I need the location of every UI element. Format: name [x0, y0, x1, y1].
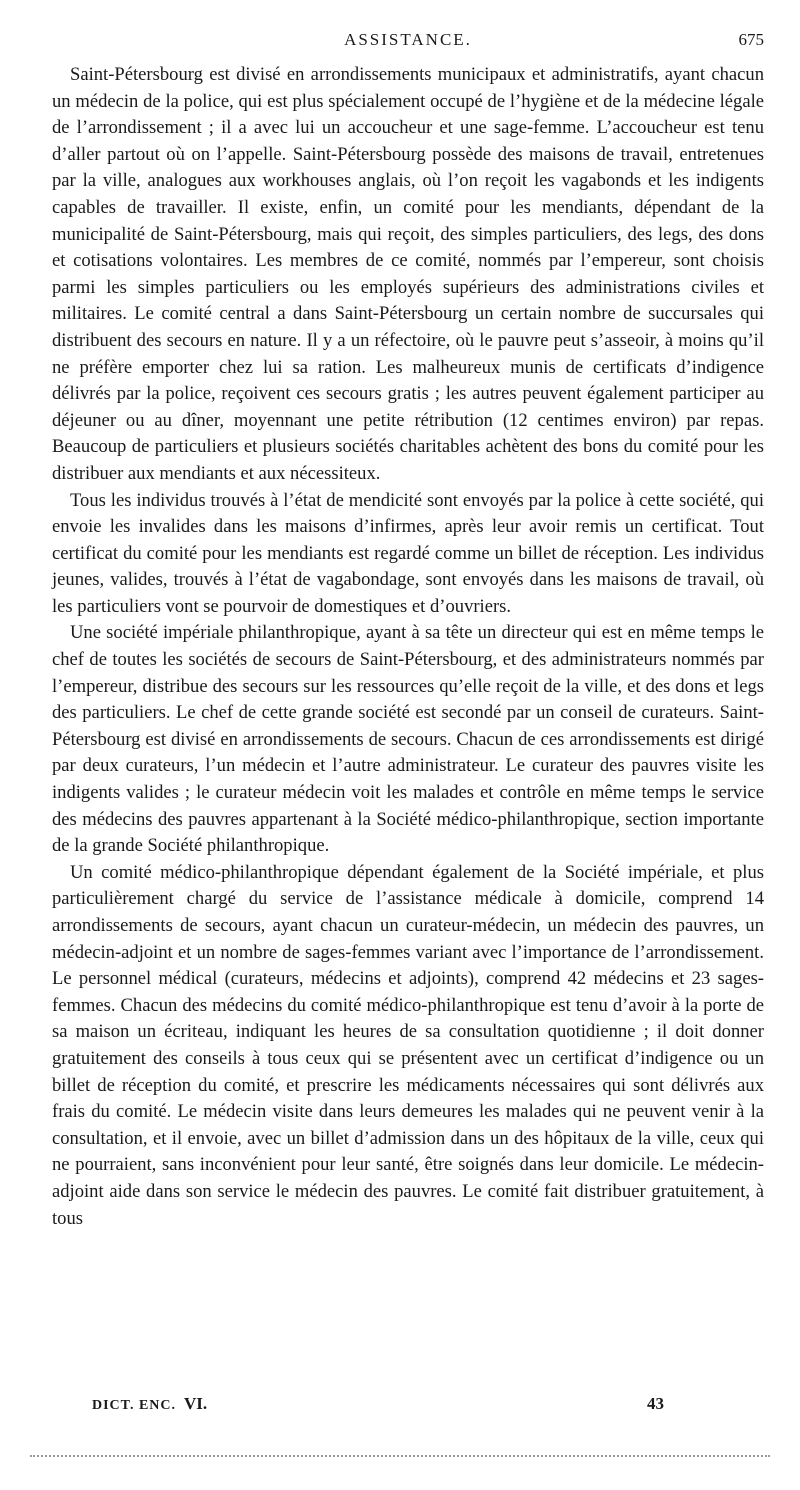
signature-text: DICT. ENC. — [92, 1398, 177, 1413]
paragraph-3: Une société impériale philanthropique, ayant à sa tête un directeur qui est en même temps le chef de toutes les sociétés de secours de Saint-Pétersbourg, et des administrateurs nommés par l’empereur, distribue des secours sur les ressources qu’elle reçoit de la ville, et des dons et legs des particuliers. Le chef de cette grande société est secondé par un conseil de curateurs. Saint-Pétersbourg est divisé en arrondissements de secours. Chacun de ces arrondissements est dirigé par deux curateurs, l’un médecin et l’autre administrateur. Le curateur des pauvres visite les indigents valides ; le curateur médecin voit les malades et contrôle en même temps le service des médecins des pauvres appartenant à la Société médico-philanthropique, section importante de la grande Société philanthropique. — [52, 622, 764, 857]
page-number: 675 — [738, 30, 764, 49]
paragraph-1: Saint-Pétersbourg est divisé en arrondissements municipaux et administratifs, ayant chacun un médecin de la police, qui est plus spécialement occupé de l’hygiène et de la médecine légale de l’arrondissement ; il a avec lui un accoucheur et une sage-femme. L’accoucheur est tenu d’aller partout où on l’appelle. Saint-Pétersbourg possède des maisons de travail, entretenues par la ville, analogues aux workhouses anglais, où l’on reçoit les vagabonds et les indigents capables de travailler. Il existe, enfin, un comité pour les mendiants, dépendant de la municipalité de Saint-Pétersbourg, mais qui reçoit, des simples particuliers, des legs, des dons et cotisations volontaires. Les membres de ce comité, nommés par l’empereur, sont choisis parmi les simples particuliers ou les employés supérieurs des administrations civiles et militaires. Le comité central a dans Saint-Pétersbourg un certain nombre de succursales qui distribuent des secours en nature. Il y a un réfectoire, où le pauvre peut s’asseoir, à moins qu’il ne préfère emporter chez lui sa ration. Les malheureux munis de certificats d’indigence délivrés par la police, reçoivent ces secours gratis ; les autres peuvent également participer au déjeuner ou au dîner, moyennant une petite rétribution (12 centimes environ) par repas. Beaucoup de particuliers et plusieurs sociétés charitables achètent des bons du comité pour les distribuer aux mendiants et aux nécessiteux. — [52, 64, 764, 484]
page — [52, 30, 764, 1232]
bottom-dotted-rule — [30, 1455, 770, 1457]
sheet-number: 43 — [647, 1394, 664, 1413]
signature-mark — [92, 1394, 207, 1414]
running-title: ASSISTANCE. — [344, 30, 472, 49]
volume-number: VI. — [184, 1394, 208, 1413]
paragraph-2: Tous les individus trouvés à l’état de mendicité sont envoyés par la police à cette société, qui envoie les invalides dans les maisons d’infirmes, après leur avoir remis un certificat. Tout certificat du comité pour les mendiants est regardé comme un billet de réception. Les individus jeunes, valides, trouvés à l’état de vagabondage, sont envoyés dans les maisons de travail, où les particuliers vont se pourvoir de domestiques et d’ouvriers. — [52, 489, 764, 617]
paragraph-4: Un comité médico-philanthropique dépendant également de la Société impériale, et plus particulièrement chargé du service de l’assistance médicale à domicile, comprend 14 arrondissements de secours, ayant chacun un curateur-médecin, un médecin des pauvres, un médecin-adjoint et un nombre de sages-femmes variant avec l’importance de l’arrondissement. Le personnel médical (curateurs, médecins et adjoints), comprend 42 médecins et 23 sages-femmes. Chacun des médecins du comité médico-philanthropique est tenu d’avoir à la porte de sa maison un écriteau, indiquant les heures de sa consultation quotidienne ; il doit donner gratuitement des conseils à tous ceux qui se présentent avec un certificat d’indigence ou un billet de réception du comité, et prescrire les médicaments nécessaires qui sont délivrés aux frais du comité. Le médecin visite dans leurs demeures les malades qui ne peuvent venir à la consultation, et il envoie, avec un billet d’admission dans un des hôpitaux de la ville, ceux qui ne pourraient, sans inconvénient pour leur santé, être soignés dans leur domicile. Le médecin-adjoint aide dans son service le médecin des pauvres. Le comité fait distribuer gratuitement, à tous — [52, 861, 764, 1229]
page-footer — [92, 1394, 672, 1418]
body-text — [52, 62, 764, 1232]
running-head — [52, 30, 764, 54]
